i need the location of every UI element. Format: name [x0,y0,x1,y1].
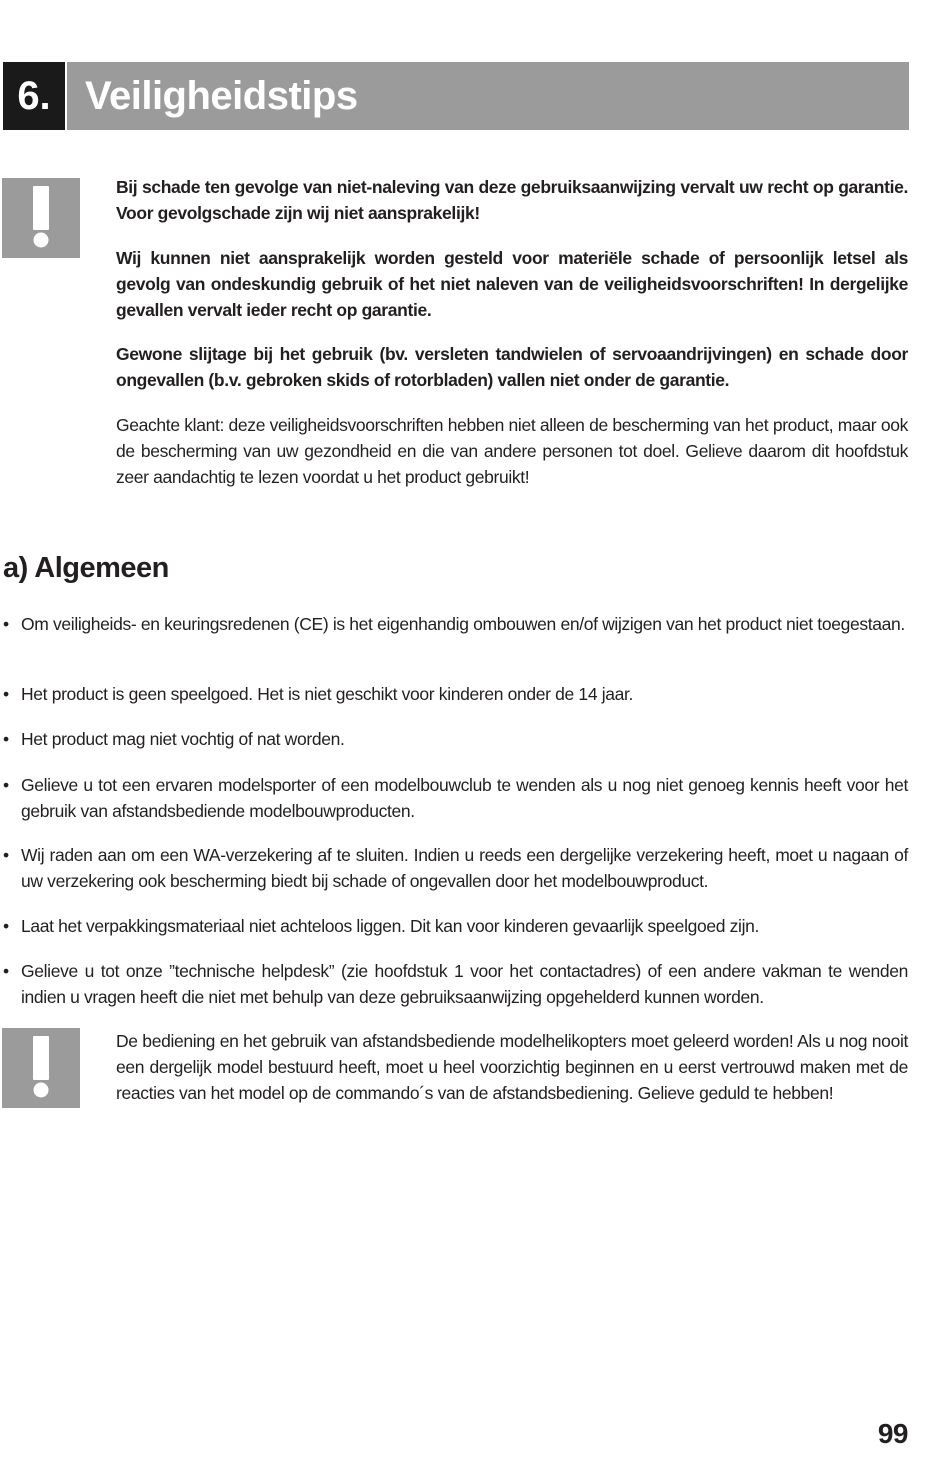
customer-note-paragraph: Geachte klant: deze veiligheidsvoorschriften hebben niet alleen de bescherming van het product, maar ook de bescherming van uw gezondheid en die van andere personen tot doel. Gelieve daarom dit hoofdstuk zeer aandachtig te lezen voordat u het product gebruikt! [116,415,908,487]
section-number: 6. [3,62,65,130]
list-item: • Wij raden aan om een WA-verzekering af te sluiten. Indien u reeds een dergelijke verzekering heeft, moet u nagaan of uw verzekering ook bescherming biedt bij schade of ongevallen door het modelbouwproduct. [3,842,908,894]
exclamation-mark-icon [2,178,80,258]
liability-paragraph: Wij kunnen niet aansprakelijk worden gesteld voor materiële schade of persoonlijk letsel als gevolg van ondeskundig gebruik of het niet naleven van de veiligheidsvoorschriften! In dergelijke gevallen vervalt ieder recht op garantie. [116,248,908,320]
helicopter-warning-paragraph: De bediening en het gebruik van afstandsbediende modelhelikopters moet geleerd worden! Als u nog nooit een dergelijk model bestuurd heeft, moet u heel voorzichtig beginnen en u eerst vertrouwd maken met de reacties van het model op de commando´s van de afstandsbediening. Gelieve geduld te hebben! [116,1031,908,1103]
warning-exclamation-icon [2,178,80,258]
warranty-paragraph: Bij schade ten gevolge van niet-naleving van deze gebruiksaanwijzing vervalt uw recht op garantie. Voor gevolgschade zijn wij niet aansprakelijk! [116,177,908,223]
exclamation-mark-icon [2,1028,80,1108]
section-title: Veiligheidstips [85,73,358,118]
wear-paragraph: Gewone slijtage bij het gebruik (bv. versleten tandwielen of servoaandrijvingen) en schade door ongevallen (b.v. gebroken skids of rotorbladen) vallen niet onder de garantie. [116,344,908,390]
bullet-icon: • [3,961,9,981]
list-item: • Gelieve u tot onze ”technische helpdesk” (zie hoofdstuk 1 voor het contactadres) of een andere vakman te wenden indien u vragen heeft die niet met behulp van deze gebruiksaanwijzing opgehelderd kunnen worden. [3,958,908,1010]
warning-exclamation-icon [2,1028,80,1108]
section-title-bar [67,62,909,130]
bullet-icon: • [3,916,9,936]
bullet-icon: • [3,614,9,634]
list-item: • Om veiligheids- en keuringsredenen (CE) is het eigenhandig ombouwen en/of wijzigen van het product niet toegestaan. [3,611,908,637]
bullet-icon: • [3,845,9,865]
bullet-icon: • [3,729,9,749]
page-number: 99 [877,1418,908,1449]
list-item: • Gelieve u tot een ervaren modelsporter of een modelbouwclub te wenden als u nog niet genoeg kennis heeft voor het gebruik van afstandsbediende modelbouwproducten. [3,772,908,824]
list-item: • Laat het verpakkingsmateriaal niet achteloos liggen. Dit kan voor kinderen gevaarlijk speelgoed zijn. [3,913,908,939]
bullet-icon: • [3,775,9,795]
bullet-icon: • [3,684,9,704]
section-header [3,62,909,130]
list-item: • Het product is geen speelgoed. Het is niet geschikt voor kinderen onder de 14 jaar. [3,681,908,707]
subsection-heading: a) Algemeen [3,552,169,584]
list-item: • Het product mag niet vochtig of nat worden. [3,726,908,752]
